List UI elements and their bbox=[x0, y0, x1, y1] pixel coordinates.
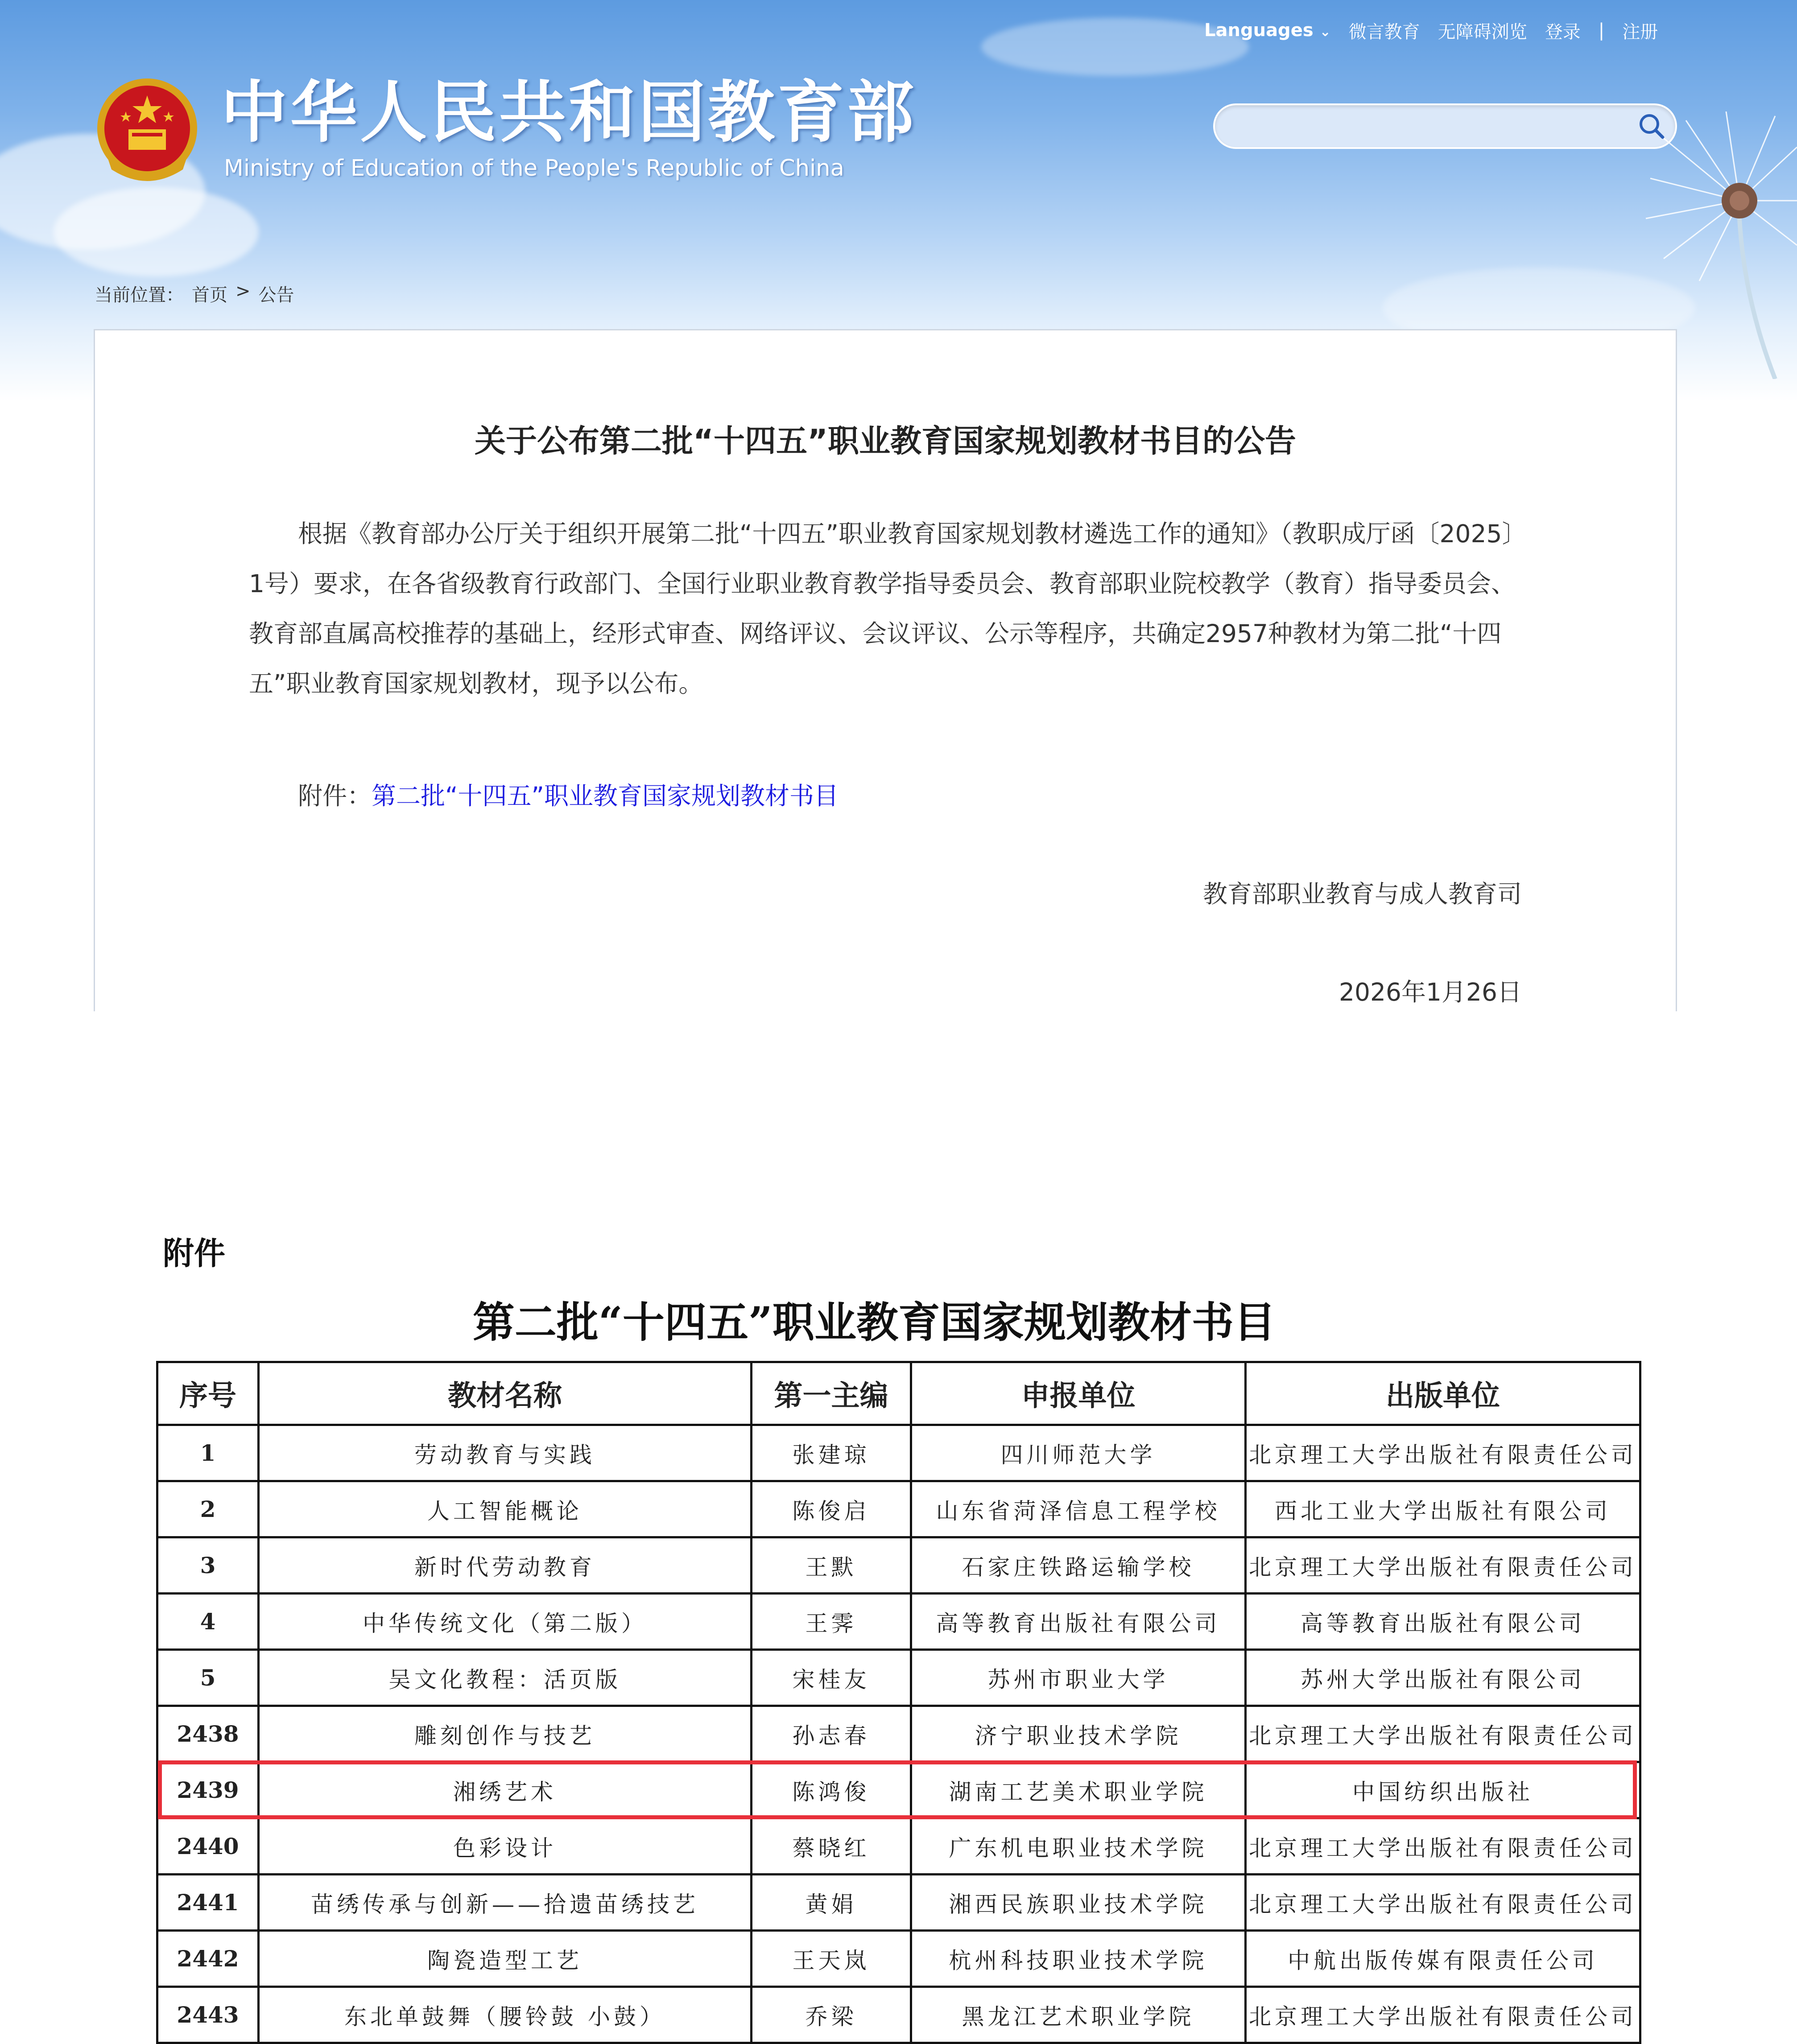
register-link[interactable]: 注册 bbox=[1622, 21, 1658, 42]
breadcrumb-home[interactable]: 首页 bbox=[192, 285, 227, 305]
publish-date: 2026年1月26日 bbox=[1339, 978, 1522, 1006]
breadcrumb-current[interactable]: 公告 bbox=[258, 285, 294, 305]
cell-editor: 王默 bbox=[752, 1537, 911, 1594]
cell-publisher: 中航出版传媒有限责任公司 bbox=[1246, 1931, 1640, 1987]
cell-applicant: 四川师范大学 bbox=[911, 1425, 1246, 1481]
cell-publisher: 北京理工大学出版社有限责任公司 bbox=[1246, 1425, 1640, 1481]
table-row bbox=[157, 1594, 1640, 1650]
cell-applicant: 黑龙江艺术职业学院 bbox=[911, 1987, 1246, 2043]
cell-applicant: 济宁职业技术学院 bbox=[911, 1706, 1246, 1762]
cell-index: 2442 bbox=[157, 1931, 259, 1987]
cell-index: 3 bbox=[157, 1537, 259, 1594]
column-header-index: 序号 bbox=[157, 1362, 259, 1425]
cell-editor: 陈俊启 bbox=[752, 1481, 911, 1537]
national-emblem-icon bbox=[94, 76, 201, 187]
cell-applicant: 石家庄铁路运输学校 bbox=[911, 1537, 1246, 1594]
cell-title: 雕刻创作与技艺 bbox=[259, 1706, 752, 1762]
top-links-separator: | bbox=[1598, 20, 1605, 41]
cell-publisher: 北京理工大学出版社有限责任公司 bbox=[1246, 1987, 1640, 2043]
cell-editor: 张建琼 bbox=[752, 1425, 911, 1481]
breadcrumb bbox=[95, 281, 294, 306]
weibo-link[interactable]: 微言教育 bbox=[1348, 21, 1420, 42]
cell-title: 湘绣艺术 bbox=[259, 1762, 752, 1818]
cell-applicant: 苏州市职业大学 bbox=[911, 1650, 1246, 1706]
cell-index: 2440 bbox=[157, 1818, 259, 1875]
cell-publisher: 高等教育出版社有限公司 bbox=[1246, 1594, 1640, 1650]
cell-title: 劳动教育与实践 bbox=[259, 1425, 752, 1481]
table-row bbox=[157, 1875, 1640, 1931]
cell-editor: 王天岚 bbox=[752, 1931, 911, 1987]
column-header-publisher: 出版单位 bbox=[1246, 1362, 1640, 1425]
book-list-table bbox=[156, 1361, 1641, 2044]
accessibility-link[interactable]: 无障碍浏览 bbox=[1438, 21, 1527, 42]
cell-title: 中华传统文化（第二版） bbox=[259, 1594, 752, 1650]
cell-applicant: 广东机电职业技术学院 bbox=[911, 1818, 1246, 1875]
cell-editor: 陈鸿俊 bbox=[752, 1762, 911, 1818]
cell-title: 东北单鼓舞（腰铃鼓 小鼓） bbox=[259, 1987, 752, 2043]
cell-publisher: 北京理工大学出版社有限责任公司 bbox=[1246, 1537, 1640, 1594]
cell-publisher: 西北工业大学出版社有限公司 bbox=[1246, 1481, 1640, 1537]
table-header-row bbox=[157, 1362, 1640, 1425]
cell-publisher: 苏州大学出版社有限公司 bbox=[1246, 1650, 1640, 1706]
cell-publisher: 中国纺织出版社 bbox=[1246, 1762, 1640, 1818]
table-row bbox=[157, 1537, 1640, 1594]
cell-index: 4 bbox=[157, 1594, 259, 1650]
cell-index: 2438 bbox=[157, 1706, 259, 1762]
cell-applicant: 湖南工艺美术职业学院 bbox=[911, 1762, 1246, 1818]
cell-applicant: 湘西民族职业技术学院 bbox=[911, 1875, 1246, 1931]
languages-menu[interactable] bbox=[1204, 20, 1331, 41]
cell-index: 2 bbox=[157, 1481, 259, 1537]
cell-editor: 乔梁 bbox=[752, 1987, 911, 2043]
column-header-title: 教材名称 bbox=[259, 1362, 752, 1425]
attachment-label: 附件： bbox=[298, 782, 372, 810]
chevron-down-icon: ⌄ bbox=[1319, 24, 1331, 40]
attachment-line bbox=[298, 776, 839, 812]
table-body bbox=[157, 1425, 1640, 2043]
article-title: 关于公布第二批“十四五”职业教育国家规划教材书目的公告 bbox=[474, 423, 1296, 459]
login-link[interactable]: 登录 bbox=[1545, 21, 1581, 42]
column-header-editor: 第一主编 bbox=[752, 1362, 911, 1425]
cell-title: 色彩设计 bbox=[259, 1818, 752, 1875]
top-links-bar bbox=[1204, 17, 1658, 44]
cell-index: 2443 bbox=[157, 1987, 259, 2043]
cell-title: 新时代劳动教育 bbox=[259, 1537, 752, 1594]
cell-applicant: 高等教育出版社有限公司 bbox=[911, 1594, 1246, 1650]
column-header-applicant: 申报单位 bbox=[911, 1362, 1246, 1425]
table-row bbox=[157, 1931, 1640, 1987]
cell-applicant: 山东省菏泽信息工程学校 bbox=[911, 1481, 1246, 1537]
cell-editor: 王霁 bbox=[752, 1594, 911, 1650]
cell-publisher: 北京理工大学出版社有限责任公司 bbox=[1246, 1818, 1640, 1875]
cell-editor: 黄娟 bbox=[752, 1875, 911, 1931]
cloud-decoration bbox=[54, 187, 259, 276]
table-row bbox=[157, 1987, 1640, 2043]
breadcrumb-prefix: 当前位置： bbox=[95, 285, 184, 305]
table-row bbox=[157, 1650, 1640, 1706]
cell-index: 2441 bbox=[157, 1875, 259, 1931]
cell-editor: 蔡晓红 bbox=[752, 1818, 911, 1875]
breadcrumb-separator: > bbox=[235, 281, 251, 301]
cell-index: 2439 bbox=[157, 1762, 259, 1818]
table-row bbox=[157, 1818, 1640, 1875]
cell-publisher: 北京理工大学出版社有限责任公司 bbox=[1246, 1706, 1640, 1762]
cell-editor: 孙志春 bbox=[752, 1706, 911, 1762]
cell-index: 5 bbox=[157, 1650, 259, 1706]
cell-index: 1 bbox=[157, 1425, 259, 1481]
site-subtitle: Ministry of Education of the People's Republic of China bbox=[224, 155, 844, 181]
cell-editor: 宋桂友 bbox=[752, 1650, 911, 1706]
cell-applicant: 杭州科技职业技术学院 bbox=[911, 1931, 1246, 1987]
cell-title: 苗绣传承与创新——拾遗苗绣技艺 bbox=[259, 1875, 752, 1931]
table-row-highlighted bbox=[157, 1762, 1640, 1818]
cell-publisher: 北京理工大学出版社有限责任公司 bbox=[1246, 1875, 1640, 1931]
table-row bbox=[157, 1706, 1640, 1762]
cell-title: 吴文化教程：活页版 bbox=[259, 1650, 752, 1706]
article-panel bbox=[94, 329, 1677, 1011]
languages-label: Languages bbox=[1204, 20, 1314, 41]
site-title[interactable]: 中华人民共和国教育部 bbox=[221, 74, 917, 152]
cell-title: 人工智能概论 bbox=[259, 1481, 752, 1537]
article-body: 根据《教育部办公厅关于组织开展第二批“十四五”职业教育国家规划教材遴选工作的通知》（教职成厅函〔2025〕1号）要求，在各省级教育行政部门、全国行业职业教育教学指导委员会、教育部职业院校教学（教育）指导委员会、教育部直属高校推荐的基础上，经形式审查、网络评议、会议评议、公示等程序，共确定2957种教材为第二批“十四五”职业教育国家规划教材，现予以公布。 bbox=[249, 519, 1516, 698]
signature: 教育部职业教育与成人教育司 bbox=[1202, 880, 1522, 908]
cell-title: 陶瓷造型工艺 bbox=[259, 1931, 752, 1987]
table-row bbox=[157, 1425, 1640, 1481]
attachment-link[interactable]: 第二批“十四五”职业教育国家规划教材书目 bbox=[372, 782, 839, 810]
attachment-doc-label: 附件 bbox=[163, 1235, 225, 1272]
table-row bbox=[157, 1481, 1640, 1537]
attachment-doc-title: 第二批“十四五”职业教育国家规划教材书目 bbox=[472, 1298, 1276, 1347]
